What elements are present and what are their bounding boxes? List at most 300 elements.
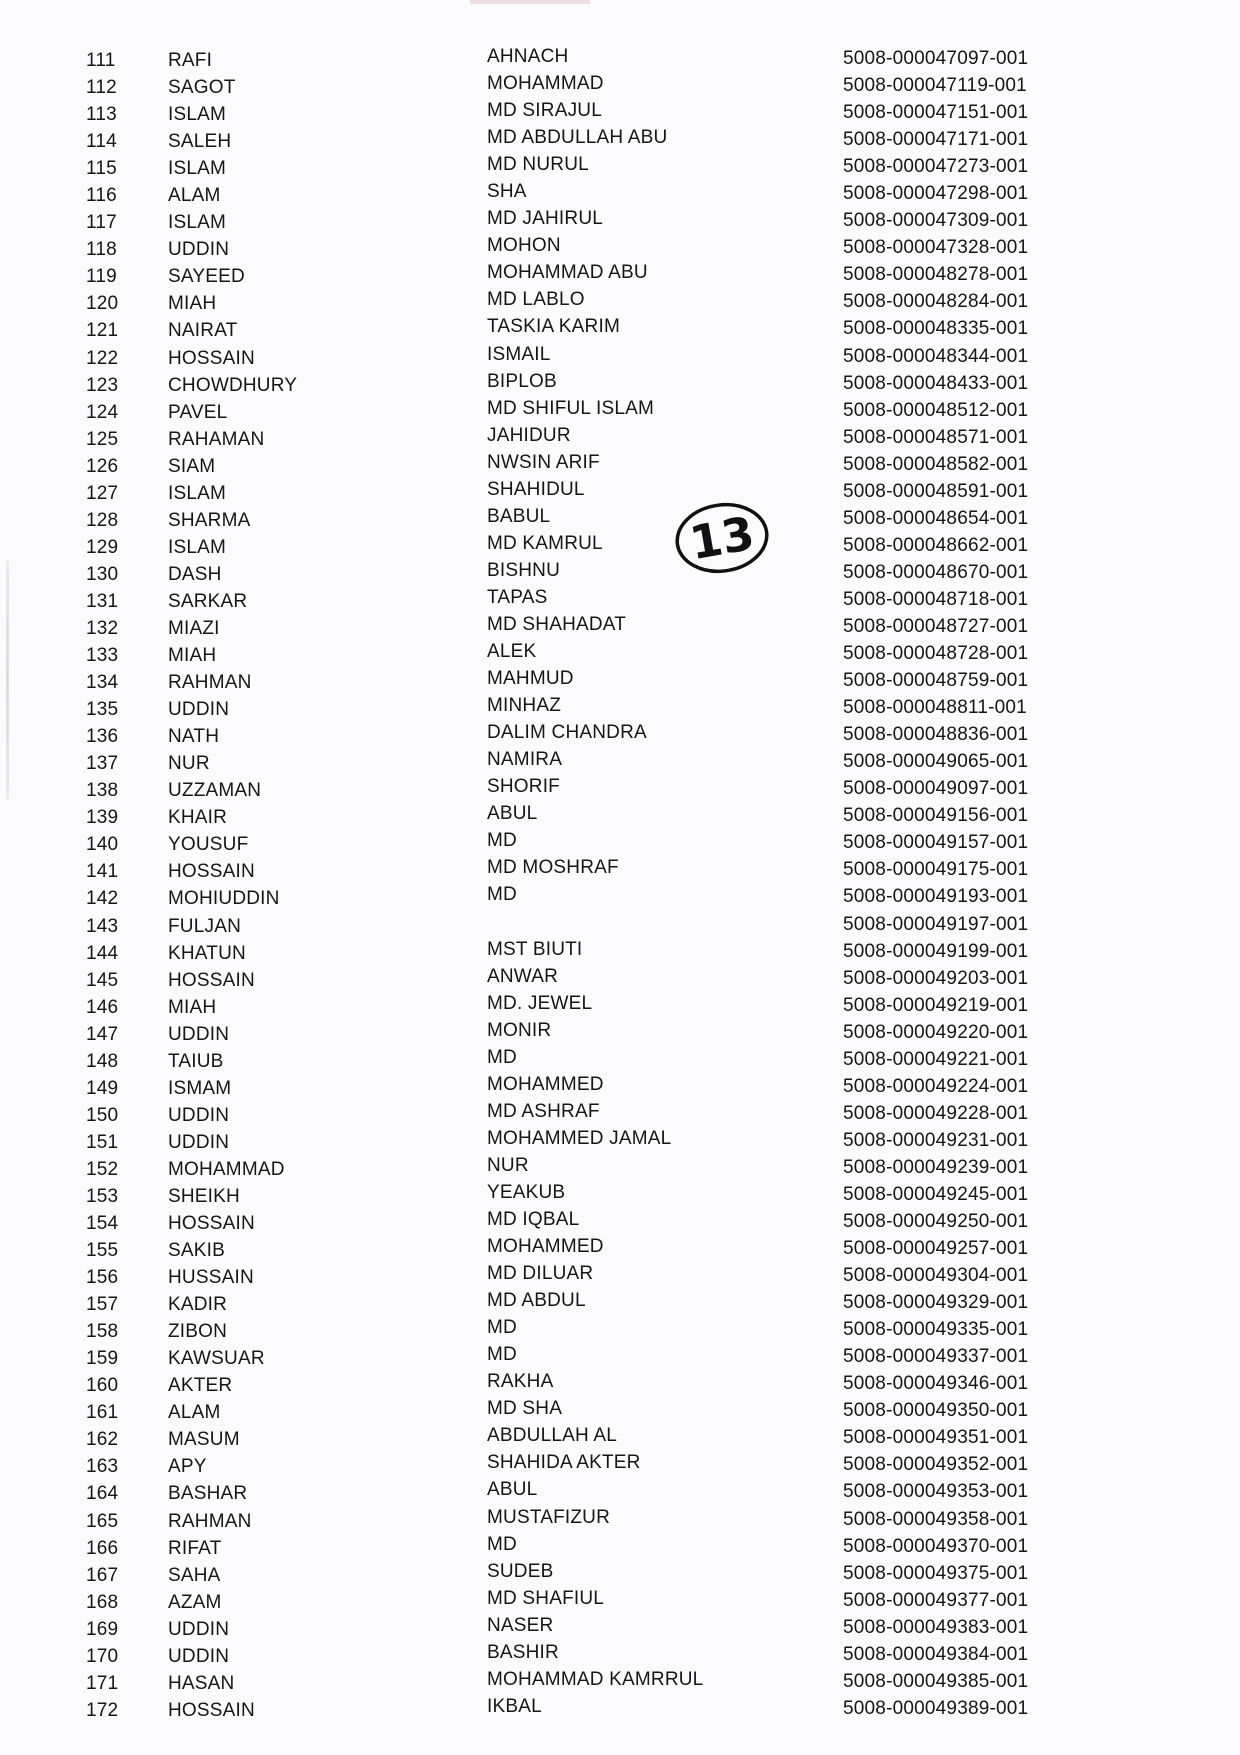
first-name: BABUL bbox=[487, 505, 551, 527]
id-number: 5008-000048335-001 bbox=[843, 318, 1029, 340]
row-number: 133 bbox=[86, 645, 119, 667]
last-name: AZAM bbox=[168, 1591, 222, 1613]
last-name: TAIUB bbox=[168, 1050, 224, 1072]
row-number: 128 bbox=[86, 509, 119, 531]
list-row bbox=[0, 423, 1240, 450]
first-name: JAHIDUR bbox=[487, 424, 571, 446]
list-row bbox=[0, 342, 1240, 369]
id-number: 5008-000049346-001 bbox=[843, 1373, 1029, 1395]
list-row bbox=[0, 1261, 1240, 1288]
row-number: 142 bbox=[86, 888, 119, 910]
last-name: BASHAR bbox=[168, 1483, 248, 1505]
list-row bbox=[0, 477, 1240, 504]
row-number: 129 bbox=[86, 536, 119, 558]
first-name: TAPAS bbox=[487, 586, 548, 608]
list-row bbox=[0, 44, 1240, 71]
id-number: 5008-000049097-001 bbox=[843, 778, 1029, 800]
last-name: HOSSAIN bbox=[168, 1699, 255, 1721]
list-row bbox=[0, 1369, 1240, 1396]
id-number: 5008-000049175-001 bbox=[843, 859, 1029, 881]
row-number: 155 bbox=[86, 1240, 119, 1262]
list-row bbox=[0, 1234, 1240, 1261]
last-name: KHAIR bbox=[168, 807, 228, 829]
last-name: SALEH bbox=[168, 131, 232, 153]
last-name: UDDIN bbox=[168, 239, 230, 261]
last-name: KADIR bbox=[168, 1294, 228, 1316]
first-name: MD ASHRAF bbox=[487, 1100, 600, 1122]
row-number: 160 bbox=[86, 1375, 119, 1397]
list-row bbox=[0, 828, 1240, 855]
first-name: MAHMUD bbox=[487, 668, 574, 690]
row-number: 152 bbox=[86, 1158, 119, 1180]
last-name: ALAM bbox=[168, 1402, 221, 1424]
last-name: UDDIN bbox=[168, 1645, 230, 1667]
last-name: UDDIN bbox=[168, 1131, 230, 1153]
first-name: MD bbox=[487, 1317, 517, 1339]
handwritten-page-mark bbox=[672, 500, 772, 576]
row-number: 157 bbox=[86, 1294, 119, 1316]
id-number: 5008-000049350-001 bbox=[843, 1400, 1029, 1422]
list-row bbox=[0, 1396, 1240, 1423]
first-name: MOHAMMAD KAMRRUL bbox=[487, 1668, 704, 1690]
first-name: YEAKUB bbox=[487, 1181, 566, 1203]
list-row bbox=[0, 1018, 1240, 1045]
last-name: ISLAM bbox=[168, 104, 227, 126]
id-number: 5008-000049219-001 bbox=[843, 994, 1029, 1016]
row-number: 123 bbox=[86, 374, 119, 396]
last-name: ISMAM bbox=[168, 1077, 232, 1099]
id-number: 5008-000049257-001 bbox=[843, 1238, 1029, 1260]
row-number: 170 bbox=[86, 1645, 119, 1667]
first-name: MD SHAFIUL bbox=[487, 1587, 605, 1609]
row-number: 165 bbox=[86, 1510, 119, 1532]
list-row bbox=[0, 233, 1240, 260]
first-name: NAMIRA bbox=[487, 749, 563, 771]
row-number: 122 bbox=[86, 347, 119, 369]
list-row bbox=[0, 747, 1240, 774]
first-name: MD IQBAL bbox=[487, 1209, 580, 1231]
first-name: ALEK bbox=[487, 641, 537, 663]
list-row bbox=[0, 1640, 1240, 1667]
first-name: MD bbox=[487, 884, 517, 906]
id-number: 5008-000047151-001 bbox=[843, 102, 1029, 124]
row-number: 145 bbox=[86, 969, 119, 991]
row-number: 143 bbox=[86, 915, 119, 937]
first-name: ANWAR bbox=[487, 965, 559, 987]
list-row bbox=[0, 260, 1240, 287]
last-name: MIAH bbox=[168, 645, 217, 667]
first-name: MD SHIFUL ISLAM bbox=[487, 397, 654, 419]
last-name: SHEIKH bbox=[168, 1185, 240, 1207]
first-name: NUR bbox=[487, 1154, 529, 1176]
last-name: SARKAR bbox=[168, 590, 248, 612]
list-row bbox=[0, 531, 1240, 558]
list-row bbox=[0, 1613, 1240, 1640]
last-name: HOSSAIN bbox=[168, 1213, 255, 1235]
list-row bbox=[0, 287, 1240, 314]
first-name: MD DILUAR bbox=[487, 1263, 594, 1285]
row-number: 147 bbox=[86, 1023, 119, 1045]
first-name: MD JAHIRUL bbox=[487, 208, 604, 230]
id-number: 5008-000048571-001 bbox=[843, 426, 1029, 448]
list-row bbox=[0, 1532, 1240, 1559]
first-name: MD bbox=[487, 1046, 517, 1068]
id-number: 5008-000047097-001 bbox=[843, 48, 1029, 69]
row-number: 141 bbox=[86, 861, 119, 883]
row-number: 112 bbox=[86, 77, 117, 99]
last-name: NATH bbox=[168, 726, 220, 748]
row-number: 149 bbox=[86, 1077, 119, 1099]
id-number: 5008-000049228-001 bbox=[843, 1102, 1029, 1124]
id-number: 5008-000048591-001 bbox=[843, 480, 1029, 502]
last-name: HUSSAIN bbox=[168, 1267, 254, 1289]
row-number: 136 bbox=[86, 726, 119, 748]
first-name: BASHIR bbox=[487, 1641, 559, 1663]
row-number: 119 bbox=[86, 266, 117, 288]
first-name: NASER bbox=[487, 1614, 554, 1636]
first-name: AHNACH bbox=[487, 46, 569, 67]
list-row bbox=[0, 964, 1240, 991]
first-name: ABDULLAH AL bbox=[487, 1425, 617, 1447]
row-number: 153 bbox=[86, 1185, 119, 1207]
row-number: 124 bbox=[86, 401, 119, 423]
last-name: HOSSAIN bbox=[168, 861, 255, 883]
id-number: 5008-000049239-001 bbox=[843, 1156, 1029, 1178]
first-name: IKBAL bbox=[487, 1695, 542, 1717]
list-row bbox=[0, 666, 1240, 693]
list-row bbox=[0, 1559, 1240, 1586]
row-number: 158 bbox=[86, 1321, 119, 1343]
last-name: MIAZI bbox=[168, 617, 220, 639]
first-name: MD ABDULLAH ABU bbox=[487, 127, 668, 149]
row-number: 154 bbox=[86, 1213, 119, 1235]
row-number: 171 bbox=[86, 1672, 119, 1694]
id-number: 5008-000047273-001 bbox=[843, 156, 1029, 178]
id-number: 5008-000048759-001 bbox=[843, 670, 1029, 692]
list-row bbox=[0, 801, 1240, 828]
first-name: MD ABDUL bbox=[487, 1290, 586, 1312]
first-name: ABUL bbox=[487, 1479, 538, 1501]
list-row bbox=[0, 1180, 1240, 1207]
id-number: 5008-000049377-001 bbox=[843, 1589, 1029, 1611]
row-number: 151 bbox=[86, 1131, 119, 1153]
list-row bbox=[0, 1694, 1240, 1721]
id-number: 5008-000049375-001 bbox=[843, 1562, 1029, 1584]
name-list bbox=[0, 44, 1240, 1721]
last-name: HOSSAIN bbox=[168, 347, 255, 369]
first-name: MOHON bbox=[487, 235, 561, 257]
id-number: 5008-000049384-001 bbox=[843, 1643, 1029, 1665]
list-row bbox=[0, 98, 1240, 125]
first-name: SHA bbox=[487, 181, 527, 203]
row-number: 117 bbox=[86, 212, 117, 234]
first-name: SHORIF bbox=[487, 776, 560, 798]
first-name: ISMAIL bbox=[487, 343, 551, 365]
row-number: 132 bbox=[86, 617, 119, 639]
list-row bbox=[0, 612, 1240, 639]
last-name: KAWSUAR bbox=[168, 1348, 265, 1370]
id-number: 5008-000049221-001 bbox=[843, 1048, 1029, 1070]
row-number: 116 bbox=[86, 185, 117, 207]
row-number: 156 bbox=[86, 1267, 119, 1289]
row-number: 169 bbox=[86, 1618, 119, 1640]
last-name: RAHMAN bbox=[168, 1510, 252, 1532]
list-row bbox=[0, 1153, 1240, 1180]
list-row bbox=[0, 125, 1240, 152]
first-name: MINHAZ bbox=[487, 695, 562, 717]
list-row bbox=[0, 1207, 1240, 1234]
last-name: MASUM bbox=[168, 1429, 240, 1451]
last-name: PAVEL bbox=[168, 401, 228, 423]
last-name: AKTER bbox=[168, 1375, 233, 1397]
id-number: 5008-000048582-001 bbox=[843, 453, 1029, 475]
id-number: 5008-000049358-001 bbox=[843, 1508, 1029, 1530]
id-number: 5008-000049337-001 bbox=[843, 1346, 1029, 1368]
list-row bbox=[0, 152, 1240, 179]
list-row bbox=[0, 1126, 1240, 1153]
id-number: 5008-000049353-001 bbox=[843, 1481, 1029, 1503]
id-number: 5008-000049224-001 bbox=[843, 1075, 1029, 1097]
row-number: 135 bbox=[86, 699, 119, 721]
last-name: ISLAM bbox=[168, 482, 227, 504]
last-name: ISLAM bbox=[168, 536, 227, 558]
last-name: MOHIUDDIN bbox=[168, 888, 280, 910]
last-name: FULJAN bbox=[168, 915, 241, 937]
id-number: 5008-000048662-001 bbox=[843, 534, 1029, 556]
list-row bbox=[0, 450, 1240, 477]
id-number: 5008-000049245-001 bbox=[843, 1183, 1029, 1205]
id-number: 5008-000049156-001 bbox=[843, 805, 1029, 827]
id-number: 5008-000049304-001 bbox=[843, 1265, 1029, 1287]
row-number: 120 bbox=[86, 293, 119, 315]
row-number: 162 bbox=[86, 1429, 119, 1451]
id-number: 5008-000049193-001 bbox=[843, 886, 1029, 908]
list-row bbox=[0, 1072, 1240, 1099]
row-number: 127 bbox=[86, 482, 119, 504]
last-name: UZZAMAN bbox=[168, 780, 262, 802]
list-row bbox=[0, 585, 1240, 612]
first-name: MOHAMMED bbox=[487, 1073, 604, 1095]
id-number: 5008-000048654-001 bbox=[843, 507, 1029, 529]
last-name: NUR bbox=[168, 753, 210, 775]
id-number: 5008-000048344-001 bbox=[843, 345, 1029, 367]
first-name: MD MOSHRAF bbox=[487, 857, 619, 879]
list-row bbox=[0, 71, 1240, 98]
list-row bbox=[0, 1423, 1240, 1450]
last-name: UDDIN bbox=[168, 1104, 230, 1126]
list-row bbox=[0, 1342, 1240, 1369]
row-number: 125 bbox=[86, 428, 119, 450]
list-row bbox=[0, 774, 1240, 801]
first-name: ABUL bbox=[487, 803, 538, 825]
last-name: UDDIN bbox=[168, 699, 230, 721]
last-name: SIAM bbox=[168, 455, 216, 477]
first-name: MD NURUL bbox=[487, 154, 589, 176]
row-number: 113 bbox=[86, 104, 117, 126]
row-number: 130 bbox=[86, 563, 119, 585]
first-name: SHAHIDUL bbox=[487, 478, 585, 500]
id-number: 5008-000048433-001 bbox=[843, 372, 1029, 394]
list-row bbox=[0, 179, 1240, 206]
row-number: 118 bbox=[86, 239, 117, 261]
id-number: 5008-000049383-001 bbox=[843, 1616, 1029, 1638]
row-number: 172 bbox=[86, 1699, 119, 1721]
last-name: RAHAMAN bbox=[168, 428, 265, 450]
row-number: 139 bbox=[86, 807, 119, 829]
last-name: YOUSUF bbox=[168, 834, 249, 856]
id-number: 5008-000049199-001 bbox=[843, 940, 1029, 962]
id-number: 5008-000048718-001 bbox=[843, 588, 1029, 610]
last-name: ZIBON bbox=[168, 1321, 228, 1343]
first-name: MD KAMRUL bbox=[487, 532, 603, 554]
id-number: 5008-000049352-001 bbox=[843, 1454, 1029, 1476]
id-number: 5008-000049220-001 bbox=[843, 1021, 1029, 1043]
id-number: 5008-000048728-001 bbox=[843, 643, 1029, 665]
row-number: 121 bbox=[86, 320, 119, 342]
id-number: 5008-000049203-001 bbox=[843, 967, 1029, 989]
first-name: MONIR bbox=[487, 1019, 552, 1041]
last-name: UDDIN bbox=[168, 1023, 230, 1045]
list-row bbox=[0, 206, 1240, 233]
last-name: SAYEED bbox=[168, 266, 245, 288]
first-name: MD LABLO bbox=[487, 289, 585, 311]
list-row bbox=[0, 1450, 1240, 1477]
last-name: MOHAMMAD bbox=[168, 1158, 285, 1180]
row-number: 140 bbox=[86, 834, 119, 856]
id-number: 5008-000048284-001 bbox=[843, 291, 1029, 313]
last-name: ISLAM bbox=[168, 158, 227, 180]
first-name: MOHAMMED JAMAL bbox=[487, 1127, 672, 1149]
id-number: 5008-000047309-001 bbox=[843, 210, 1029, 232]
id-number: 5008-000049065-001 bbox=[843, 751, 1029, 773]
id-number: 5008-000048727-001 bbox=[843, 615, 1029, 637]
id-number: 5008-000049351-001 bbox=[843, 1427, 1029, 1449]
first-name: TASKIA KARIM bbox=[487, 316, 620, 338]
row-number: 134 bbox=[86, 672, 119, 694]
last-name: HASAN bbox=[168, 1672, 235, 1694]
row-number: 163 bbox=[86, 1456, 119, 1478]
list-row bbox=[0, 882, 1240, 909]
list-row bbox=[0, 1045, 1240, 1072]
id-number: 5008-000048670-001 bbox=[843, 561, 1029, 583]
last-name: RIFAT bbox=[168, 1537, 222, 1559]
first-name: BISHNU bbox=[487, 559, 560, 581]
id-number: 5008-000047119-001 bbox=[843, 75, 1027, 97]
id-number: 5008-000049157-001 bbox=[843, 832, 1029, 854]
last-name: MIAH bbox=[168, 293, 217, 315]
first-name: MD bbox=[487, 1344, 517, 1366]
first-name: MOHAMMED bbox=[487, 1236, 604, 1258]
last-name: SAKIB bbox=[168, 1240, 225, 1262]
first-name: DALIM CHANDRA bbox=[487, 722, 647, 744]
row-number: 126 bbox=[86, 455, 119, 477]
id-number: 5008-000049385-001 bbox=[843, 1670, 1029, 1692]
list-row bbox=[0, 1099, 1240, 1126]
last-name: RAFI bbox=[168, 50, 213, 71]
row-number: 167 bbox=[86, 1564, 119, 1586]
last-name: ISLAM bbox=[168, 212, 227, 234]
list-row bbox=[0, 991, 1240, 1018]
last-name: HOSSAIN bbox=[168, 969, 255, 991]
list-row bbox=[0, 1667, 1240, 1694]
row-number: 138 bbox=[86, 780, 119, 802]
row-number: 111 bbox=[86, 50, 116, 71]
first-name: MD bbox=[487, 830, 517, 852]
first-name: NWSIN ARIF bbox=[487, 451, 600, 473]
last-name: DASH bbox=[168, 563, 222, 585]
id-number: 5008-000047171-001 bbox=[843, 129, 1029, 151]
row-number: 164 bbox=[86, 1483, 119, 1505]
list-row bbox=[0, 720, 1240, 747]
list-row bbox=[0, 910, 1240, 937]
list-row bbox=[0, 639, 1240, 666]
id-number: 5008-000048512-001 bbox=[843, 399, 1029, 421]
top-edge-mark bbox=[470, 0, 590, 4]
row-number: 144 bbox=[86, 942, 119, 964]
list-row bbox=[0, 1315, 1240, 1342]
last-name: NAIRAT bbox=[168, 320, 238, 342]
row-number: 166 bbox=[86, 1537, 119, 1559]
id-number: 5008-000049329-001 bbox=[843, 1292, 1029, 1314]
first-name: RAKHA bbox=[487, 1371, 554, 1393]
list-row bbox=[0, 1505, 1240, 1532]
list-row bbox=[0, 396, 1240, 423]
list-row bbox=[0, 369, 1240, 396]
row-number: 115 bbox=[86, 158, 117, 180]
row-number: 148 bbox=[86, 1050, 119, 1072]
id-number: 5008-000048836-001 bbox=[843, 724, 1029, 746]
first-name: SUDEB bbox=[487, 1560, 554, 1582]
list-row bbox=[0, 937, 1240, 964]
last-name: SHARMA bbox=[168, 509, 251, 531]
id-number: 5008-000048278-001 bbox=[843, 264, 1029, 286]
last-name: UDDIN bbox=[168, 1618, 230, 1640]
first-name: MOHAMMAD bbox=[487, 73, 604, 95]
id-number: 5008-000049250-001 bbox=[843, 1211, 1029, 1233]
last-name: SAGOT bbox=[168, 77, 236, 99]
list-row bbox=[0, 504, 1240, 531]
last-name: RAHMAN bbox=[168, 672, 252, 694]
first-name: SHAHIDA AKTER bbox=[487, 1452, 641, 1474]
row-number: 114 bbox=[86, 131, 117, 153]
id-number: 5008-000047298-001 bbox=[843, 183, 1029, 205]
row-number: 137 bbox=[86, 753, 119, 775]
first-name: MD SIRAJUL bbox=[487, 100, 602, 122]
first-name: BIPLOB bbox=[487, 370, 557, 392]
list-row bbox=[0, 314, 1240, 341]
first-name: MOHAMMAD ABU bbox=[487, 262, 648, 284]
list-row bbox=[0, 855, 1240, 882]
last-name: CHOWDHURY bbox=[168, 374, 298, 396]
row-number: 159 bbox=[86, 1348, 119, 1370]
list-row bbox=[0, 558, 1240, 585]
first-name: MUSTAFIZUR bbox=[487, 1506, 611, 1528]
id-number: 5008-000049197-001 bbox=[843, 913, 1029, 935]
row-number: 131 bbox=[86, 590, 119, 612]
id-number: 5008-000049335-001 bbox=[843, 1319, 1029, 1341]
list-row bbox=[0, 1477, 1240, 1504]
first-name: MD. JEWEL bbox=[487, 992, 593, 1014]
last-name: SAHA bbox=[168, 1564, 221, 1586]
last-name: ALAM bbox=[168, 185, 221, 207]
row-number: 161 bbox=[86, 1402, 119, 1424]
first-name: MST BIUTI bbox=[487, 938, 583, 960]
last-name: KHATUN bbox=[168, 942, 246, 964]
id-number: 5008-000049389-001 bbox=[843, 1697, 1029, 1719]
row-number: 150 bbox=[86, 1104, 119, 1126]
first-name: MD SHAHADAT bbox=[487, 613, 627, 635]
id-number: 5008-000047328-001 bbox=[843, 237, 1029, 259]
